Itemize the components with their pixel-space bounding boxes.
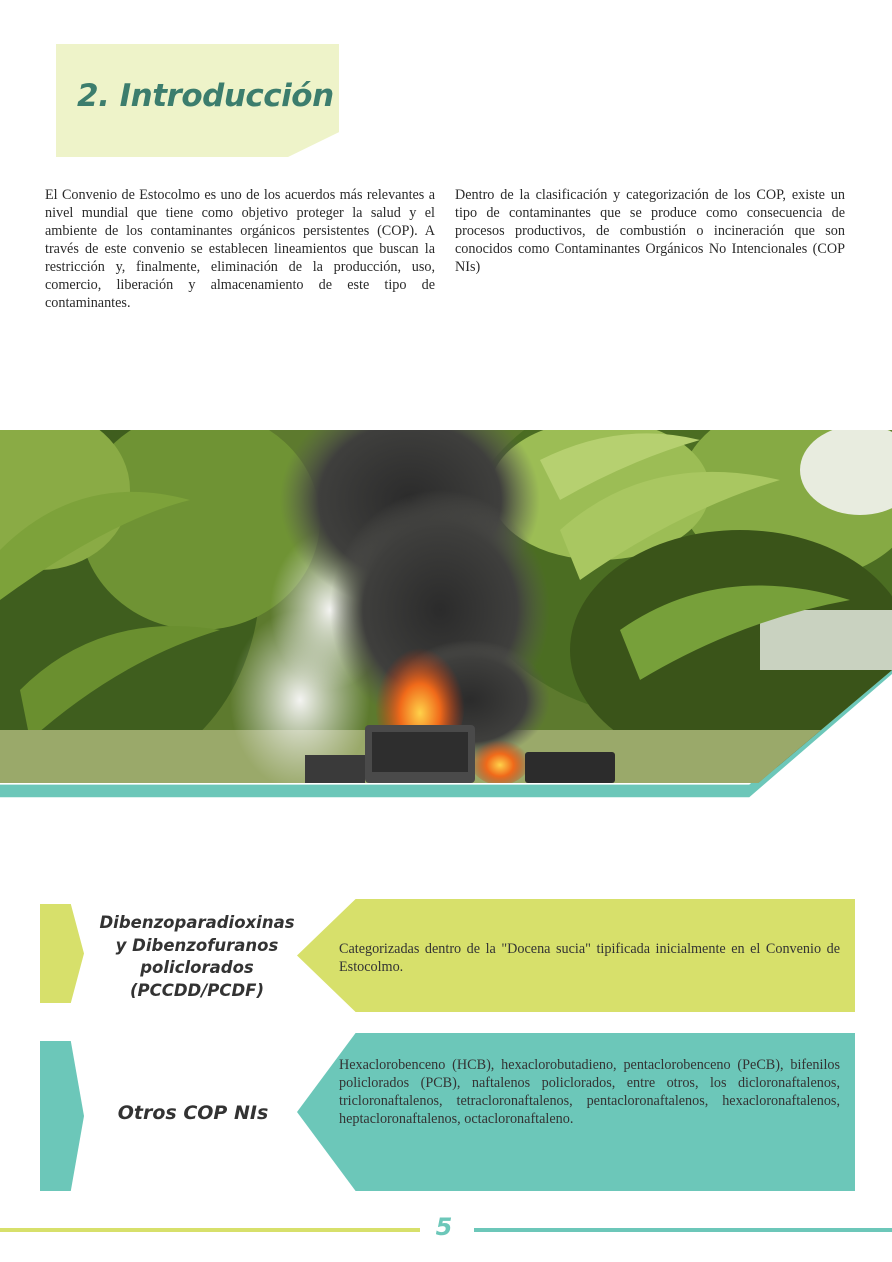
burning-waste-photo xyxy=(0,430,892,783)
category-label-line: (PCCDD/PCDF) xyxy=(130,980,264,1000)
category-label-line: y Dibenzofuranos xyxy=(115,935,279,955)
footer-line-right xyxy=(474,1228,892,1232)
category-marker-dioxins xyxy=(40,904,84,1003)
category-description-dioxins: Categorizadas dentro de la "Docena sucia" tipificada inicialmente en el Convenio de Estocolmo. xyxy=(339,941,840,975)
intro-right-column xyxy=(455,186,845,276)
category-marker-other xyxy=(40,1041,84,1191)
intro-right-paragraph: Dentro de la clasificación y categorización de los COP, existe un tipo de contaminantes que se produce como consecuencia de procesos productivos, de combustión o incineración que son conocidos como Contaminantes Orgánicos No Intencionales (COP NIs) xyxy=(455,187,845,275)
intro-left-paragraph: El Convenio de Estocolmo es uno de los acuerdos más relevantes a nivel mundial que tiene como objetivo proteger la salud y el ambiente de los contaminantes orgánicos persistentes (COP). A través de este convenio se establecen lineamientos que buscan la restricción y, finalmente, eliminación de la producción, uso, comercio, liberación y almacenamiento de este tipo de contaminantes. xyxy=(45,187,435,311)
category-description-other: Hexaclorobenceno (HCB), hexaclorobutadieno, pentaclorobenceno (PeCB), bifenilos policlorados (PCB), naftalenos policlorados, entre otros, los dicloronaftalenos, tricloronaftalenos, tetracloronaftalenos, pentacloronaftalenos, hexacloronaftalenos, heptacloronaftalenos, octacloronaftaleno. xyxy=(339,1057,840,1127)
category-label-line: Dibenzoparadioxinas xyxy=(99,913,295,932)
intro-left-column xyxy=(45,186,435,312)
section-title: 2. Introducción xyxy=(77,78,334,114)
category-label-line: Otros COP NIs xyxy=(117,1102,269,1124)
category-label-line: policlorados xyxy=(140,958,254,977)
category-label-other xyxy=(92,1101,294,1125)
category-label-dioxins xyxy=(92,912,302,1002)
burning-waste-illustration xyxy=(0,430,892,783)
footer-line-left xyxy=(0,1228,420,1232)
page-number: 5 xyxy=(435,1213,453,1241)
